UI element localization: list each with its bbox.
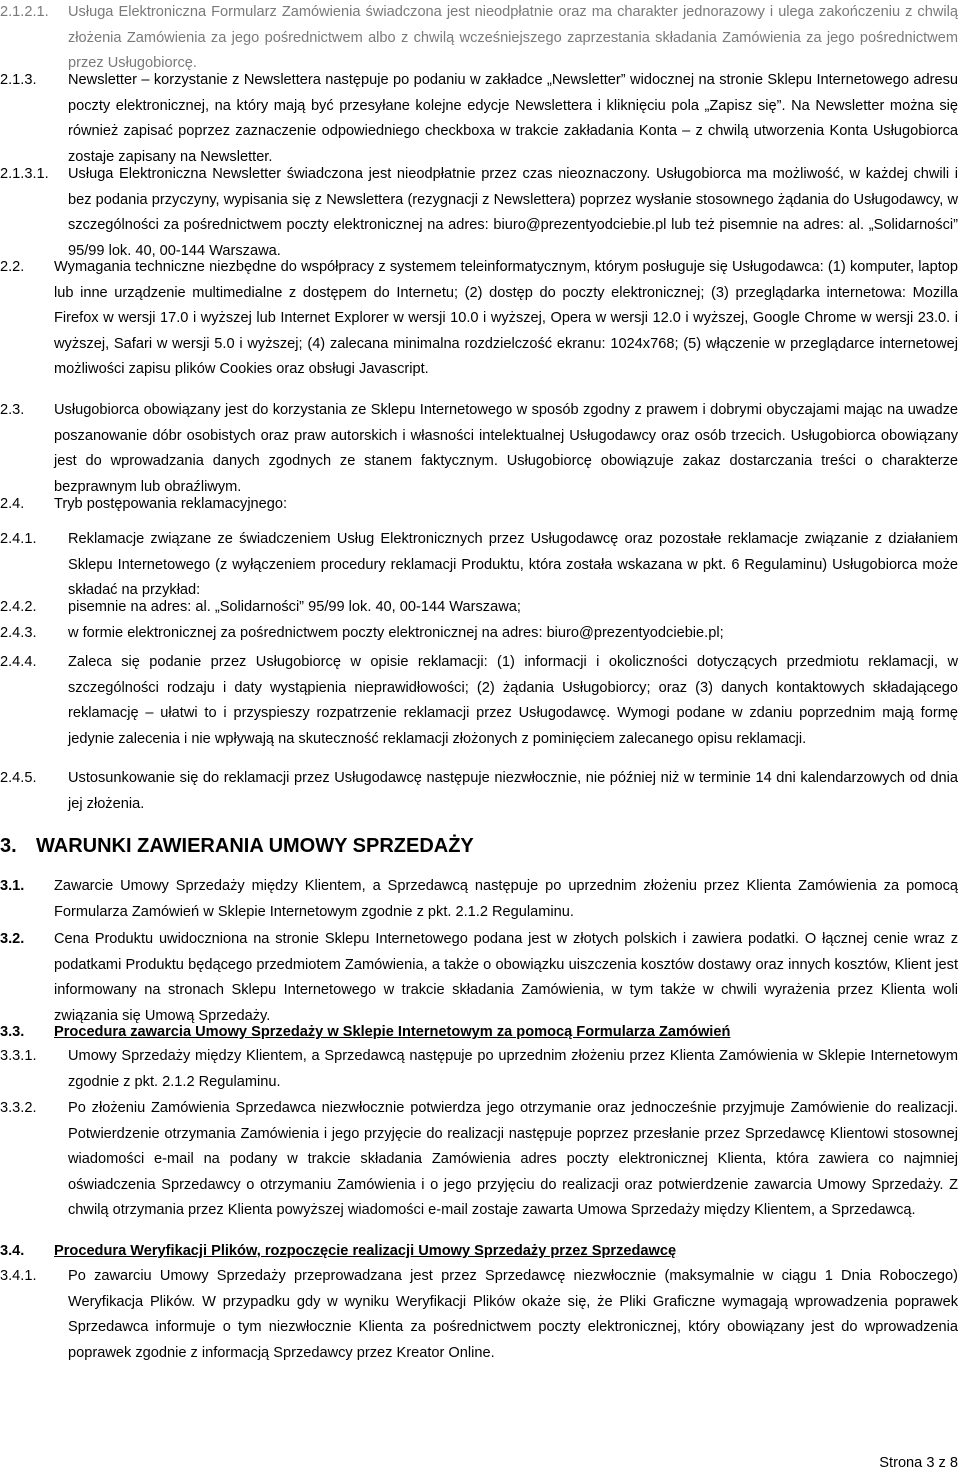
paragraph-text: Usługa Elektroniczna Newsletter świadczona jest nieodpłatnie przez czas nieoznaczony. Usługobiorca ma możliwość, w każdej chwili i bez podania przyczyny, wypisania się z Newslettera (rezygnacji z Newslettera) poprzez wysłanie stosownego żądania do Usługodawcy, w szczególności za pośrednictwem poczty elektronicznej na adres: biuro@prezentyodciebie.pl lub też pisemnie na adres: al. „Solidarności” 95/99 lok. 40, 00-144 Warszawa. [68, 166, 958, 259]
paragraph-number: 2.1.3. [0, 72, 37, 88]
paragraph-number: 2.4.3. [0, 625, 37, 641]
paragraph-number: 2.4.1. [0, 531, 37, 547]
page-number: Strona 3 z 8 [879, 1455, 958, 1471]
paragraph-number: 3.1. [0, 878, 25, 894]
paragraph-text: Zawarcie Umowy Sprzedaży między Klientem, a Sprzedawcą następuje po uprzednim złożeniu przez Klienta Zamówienia za pomocą Formularza Zamówień w Sklepie Internetowym zgodnie z pkt. 2.1.2 Regulaminu. [54, 878, 958, 920]
paragraph-number: 2.4. [0, 496, 25, 512]
section-number: 3. [0, 835, 17, 857]
paragraph-text: Usługa Elektroniczna Formularz Zamówienia świadczona jest nieodpłatnie oraz ma charakter jednorazowy i ulega zakończeniu z chwilą złożenia Zamówienia za jego pośrednictwem albo z chwilą wcześniejszego zaprzestania składania Zamówienia za jego pośrednictwem przez Usługobiorcę. [68, 4, 958, 71]
paragraph-text: Ustosunkowanie się do reklamacji przez Usługodawcę następuje niezwłocznie, nie później niż w terminie 14 dni kalendarzowych od dnia jej złożenia. [68, 770, 958, 812]
paragraph-text: Usługobiorca obowiązany jest do korzystania ze Sklepu Internetowego w sposób zgodny z prawem i dobrymi obyczajami mając na uwadze poszanowanie dóbr osobistych oraz praw autorskich i własności intelektualnej Usługodawcy oraz osób trzecich. Usługobiorca obowiązany jest do wprowadzania danych zgodnych ze stanem faktycznym. Usługobiorcę obowiązuje zakaz dostarczania treści o charakterze bezprawnym lub obraźliwym. [54, 402, 958, 495]
paragraph-number: 3.4. [0, 1243, 25, 1259]
paragraph-text: Umowy Sprzedaży między Klientem, a Sprzedawcą następuje po uprzednim złożeniu przez Klienta Zamówienia w Sklepie Internetowym zgodnie z pkt. 2.1.2 Regulaminu. [68, 1048, 958, 1090]
paragraph-number: 3.4.1. [0, 1268, 37, 1284]
paragraph-text: Newsletter – korzystanie z Newslettera następuje po podaniu w zakładce „Newsletter” widocznej na stronie Sklepu Internetowego adresu poczty elektronicznej, na który mają być przesyłane kolejne edycje Newslettera i kliknięciu pola „Zapisz się”. Na Newsletter można się również zapisać poprzez zaznaczenie odpowiedniego checkboxa w trakcie zakładania Konta – z chwilą utworzenia Konta Usługobiorca zostaje zapisany na Newsletter. [68, 72, 958, 165]
section-title: WARUNKI ZAWIERANIA UMOWY SPRZEDAŻY [36, 835, 474, 857]
paragraph-text: Cena Produktu uwidoczniona na stronie Sklepu Internetowego podana jest w złotych polskich i zawiera podatki. O łącznej cenie wraz z podatkami Produktu będącego przedmiotem Zamówienia, a także o obowiązku uiszczenia kosztów dostawy oraz innych kosztów, Klient jest informowany na stronach Sklepu Internetowego w trakcie składania Zamówienia, w tym także w chwili wyrażenia przez Klienta woli związania się Umową Sprzedaży. [54, 931, 958, 1024]
paragraph-number: 2.4.4. [0, 654, 37, 670]
paragraph-number: 2.2. [0, 259, 25, 275]
paragraph-text: pisemnie na adres: al. „Solidarności” 95/99 lok. 40, 00-144 Warszawa; [68, 599, 521, 615]
paragraph-text: w formie elektronicznej za pośrednictwem poczty elektronicznej na adres: biuro@prezentyodciebie.pl; [68, 625, 724, 641]
section-heading-3 [0, 831, 960, 861]
paragraph-number: 2.4.2. [0, 599, 37, 615]
paragraph-number: 3.3. [0, 1024, 25, 1040]
paragraph-text: Reklamacje związane ze świadczeniem Usług Elektronicznych przez Usługodawcę oraz pozostałe reklamacje związanie z działaniem Sklepu Internetowego (z wyłączeniem procedury reklamacji Produktu, która została wskazana w pkt. 6 Regulaminu) Usługobiorca może składać na przykład: [68, 531, 958, 598]
subsection-title: Procedura Weryfikacji Plików, rozpoczęcie realizacji Umowy Sprzedaży przez Sprzedawcę [54, 1243, 677, 1259]
paragraph-text: Tryb postępowania reklamacyjnego: [54, 496, 288, 512]
paragraph-number: 2.4.5. [0, 770, 37, 786]
paragraph-text: Wymagania techniczne niezbędne do współpracy z systemem teleinformatycznym, którym posługuje się Usługodawca: (1) komputer, laptop lub inne urządzenie multimedialne z dostępem do Internetu; (2) dostęp do poczty elektronicznej; (3) przeglądarka internetowa: Mozilla Firefox w wersji 17.0 i wyższej lub Internet Explorer w wersji 10.0 i wyższej, Opera w wersji 12.0 i wyższej, Google Chrome w wersji 23.0. i wyższej, Safari w wersji 5.0 i wyższej; (4) zalecana minimalna rozdzielczość ekranu: 1024x768; (5) włączenie w przeglądarce internetowej możliwości zapisu plików Cookies oraz obsługi Javascript. [54, 259, 958, 377]
paragraph-number: 3.3.1. [0, 1048, 37, 1064]
paragraph-text: Zaleca się podanie przez Usługobiorcę w opisie reklamacji: (1) informacji i okoliczności dotyczących przedmiotu reklamacji, w szczególności rodzaju i daty wystąpienia nieprawidłowości; (2) żądania Usługobiorcy; oraz (3) danych kontaktowych składającego reklamację – ułatwi to i przyspieszy rozpatrzenie reklamacji przez Usługodawcę. Wymogi podane w zdaniu poprzednim mają formę jedynie zalecenia i nie wpływają na skuteczność reklamacji złożonych z pominięciem zalecanego opisu reklamacji. [68, 654, 958, 747]
paragraph-number: 3.3.2. [0, 1100, 37, 1116]
subsection-title: Procedura zawarcia Umowy Sprzedaży w Sklepie Internetowym za pomocą Formularza Zamówień [54, 1024, 731, 1040]
paragraph-number: 2.3. [0, 402, 25, 418]
paragraph-number: 2.1.2.1. [0, 4, 49, 20]
paragraph-text: Po zawarciu Umowy Sprzedaży przeprowadzana jest przez Sprzedawcę niezwłocznie (maksymalnie w ciągu 1 Dnia Roboczego) Weryfikacja Plików. W przypadku gdy w wyniku Weryfikacji Plików okaże się, że Pliki Graficzne wymagają wprowadzenia poprawek Sprzedawca informuje o tym niezwłocznie Klienta za pośrednictwem poczty elektronicznej, który obowiązany jest do wprowadzenia poprawek zgodnie z informacją Sprzedawcy przez Kreator Online. [68, 1268, 958, 1361]
paragraph-number: 2.1.3.1. [0, 166, 49, 182]
paragraph-number: 3.2. [0, 931, 25, 947]
paragraph-text: Po złożeniu Zamówienia Sprzedawca niezwłocznie potwierdza jego otrzymanie oraz jednocześnie przyjmuje Zamówienie do realizacji. Potwierdzenie otrzymania Zamówienia i jego przyjęcie do realizacji następuje poprzez przesłanie przez Sprzedawcę Klientowi stosownej wiadomości e-mail na podany w trakcie składania Zamówienia adres poczty elektronicznej Klienta, która zawiera co najmniej oświadczenia Sprzedawcy o otrzymaniu Zamówienia i o jego przyjęciu do realizacji oraz potwierdzenie zawarcia Umowy Sprzedaży. Z chwilą otrzymania przez Klienta powyższej wiadomości e-mail zostaje zawarta Umowa Sprzedaży między Klientem, a Sprzedawcą. [68, 1100, 958, 1218]
